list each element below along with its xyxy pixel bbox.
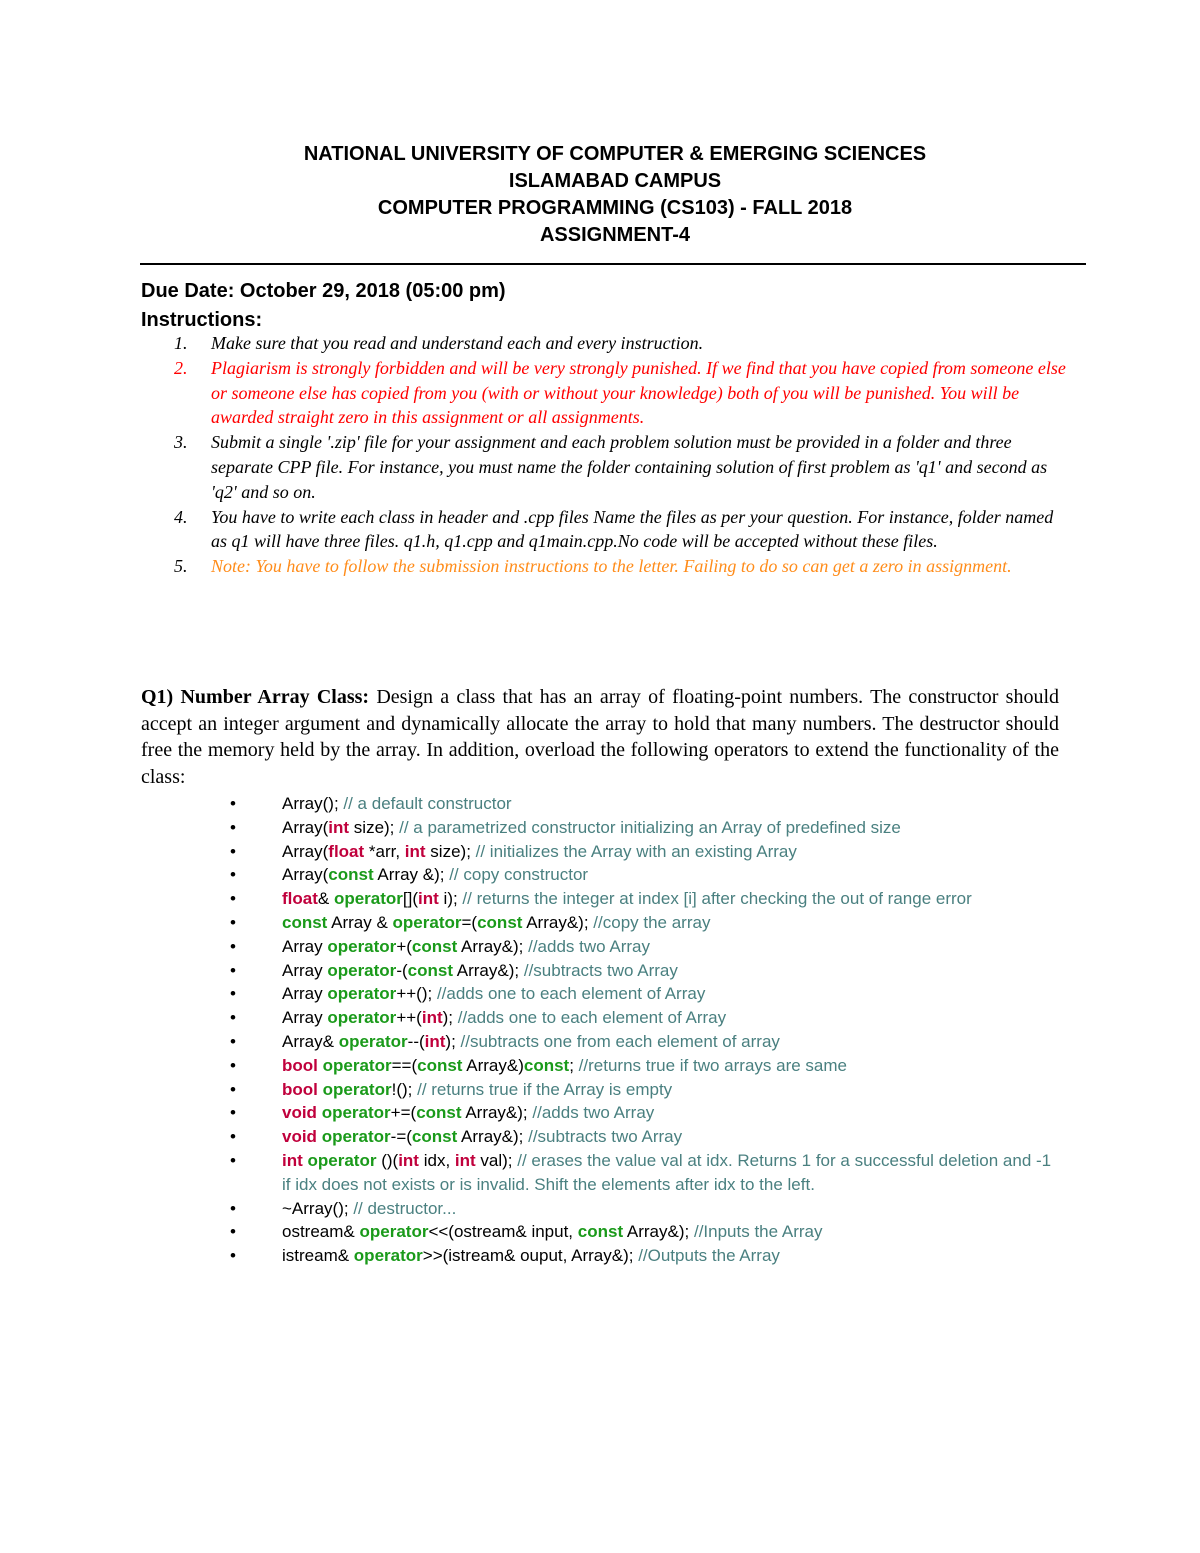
bullet-icon: • bbox=[230, 1127, 236, 1147]
code-keyword: operator bbox=[359, 1222, 429, 1242]
instruction-text: Make sure that you read and understand each and every instruction. bbox=[211, 333, 704, 353]
bullet-icon: • bbox=[230, 1198, 236, 1218]
code-text: []( bbox=[402, 889, 419, 909]
code-comment: //Inputs the Array bbox=[693, 1222, 823, 1242]
bullet-icon: • bbox=[230, 936, 236, 956]
code-keyword: int bbox=[424, 1031, 446, 1051]
code-text: Array&); bbox=[461, 1103, 533, 1123]
operator-item bbox=[230, 887, 1060, 911]
code-comment: // erases the value val at idx. Returns 1 for a successful deletion and -1 if idx does not exists or is invalid. Shift the elements after idx to the left. bbox=[282, 1150, 1052, 1194]
instruction-item bbox=[141, 430, 1071, 504]
code-comment: // returns true if the Array is empty bbox=[417, 1079, 673, 1099]
bullet-icon: • bbox=[230, 1031, 236, 1051]
code-text: ()( bbox=[376, 1150, 399, 1170]
code-keyword: operator bbox=[333, 889, 403, 909]
operator-item bbox=[230, 816, 1060, 840]
code-keyword: int bbox=[454, 1150, 476, 1170]
code-keyword: operator bbox=[327, 960, 397, 980]
code-text: ostream& bbox=[282, 1222, 360, 1242]
code-keyword: float bbox=[282, 889, 318, 909]
code-text: Array bbox=[282, 936, 328, 956]
code-text: Array bbox=[282, 960, 328, 980]
code-text: <<(ostream& input, bbox=[428, 1222, 578, 1242]
code-text: val); bbox=[475, 1150, 518, 1170]
instruction-number: 3. bbox=[174, 432, 188, 453]
code-keyword: const bbox=[407, 960, 453, 980]
course-title: COMPUTER PROGRAMMING (CS103) - FALL 2018 bbox=[377, 197, 853, 219]
code-text: size); bbox=[425, 841, 476, 861]
operator-item bbox=[230, 935, 1060, 959]
bullet-icon: • bbox=[230, 1150, 236, 1170]
code-keyword: operator bbox=[322, 1055, 392, 1075]
code-comment: //adds one to each element of Array bbox=[436, 984, 706, 1004]
code-keyword: int bbox=[421, 1008, 443, 1028]
operator-item bbox=[230, 863, 1060, 887]
bullet-icon: • bbox=[230, 794, 236, 813]
code-text: Array( bbox=[282, 865, 329, 885]
code-keyword: float bbox=[328, 841, 365, 861]
instruction-text: Note: You have to follow the submission instructions to the letter. Failing to do so can get a zero in assignment. bbox=[211, 556, 1012, 577]
instruction-text: Submit a single '.zip' file for your assignment and each problem solution must be provided in a folder and three separate CPP file. For instance, you must name the folder containing solution of first problem as 'q1' and second as 'q2' and so on. bbox=[211, 432, 1048, 502]
code-text: Array &); bbox=[373, 865, 450, 885]
code-text: ); bbox=[445, 1031, 461, 1051]
code-keyword: const bbox=[416, 1103, 462, 1123]
code-keyword: operator bbox=[392, 912, 462, 932]
question-1-text: Design a class that has an array of floating-point numbers. The constructor should accept an integer argument and dynamically allocate the array to hold that many numbers. The destructor should free the memory held by the array. In addition, overload the following operators to extend the functionality of the class: bbox=[141, 686, 1060, 788]
code-text: ); bbox=[442, 1008, 458, 1028]
code-text: >>(istream& ouput, Array&); bbox=[422, 1246, 639, 1266]
code-text: ==( bbox=[391, 1055, 418, 1075]
code-keyword: int bbox=[328, 817, 350, 837]
instruction-number: 2. bbox=[174, 357, 188, 378]
assignment-title: ASSIGNMENT-4 bbox=[539, 224, 691, 246]
code-text: Array&); bbox=[457, 1127, 529, 1147]
operator-item bbox=[230, 1101, 1060, 1125]
code-keyword: int bbox=[282, 1150, 303, 1170]
code-comment: //adds two Array bbox=[532, 1103, 655, 1123]
code-comment: //adds two Array bbox=[528, 936, 650, 956]
code-text: Array & bbox=[327, 912, 393, 932]
code-text: Array bbox=[282, 1008, 328, 1028]
code-text: -=( bbox=[390, 1127, 412, 1147]
code-keyword: void bbox=[282, 1127, 317, 1147]
header-divider bbox=[140, 263, 1086, 265]
code-text: Array bbox=[282, 984, 328, 1004]
code-comment: //returns true if two arrays are same bbox=[578, 1055, 847, 1075]
code-text: Array(); bbox=[282, 794, 344, 813]
code-text: Array&); bbox=[623, 1222, 694, 1242]
code-comment: // a parametrized constructor initializing an Array of predefined size bbox=[399, 817, 901, 837]
bullet-icon: • bbox=[230, 984, 236, 1004]
code-comment: //copy the array bbox=[593, 912, 711, 932]
bullet-icon: • bbox=[230, 1246, 236, 1266]
bullet-icon: • bbox=[230, 865, 236, 885]
operator-item bbox=[230, 840, 1060, 864]
operator-item bbox=[230, 1244, 1060, 1268]
instruction-text: You have to write each class in header and .cpp files Name the files as per your question. For instance, folder named as q1 will have three files. q1.h, q1.cpp and q1main.cpp.No code will be accepted without these files. bbox=[211, 506, 1054, 552]
code-keyword: const bbox=[523, 1055, 570, 1075]
operator-item bbox=[230, 911, 1060, 935]
code-text: --( bbox=[407, 1031, 425, 1051]
instructions-list bbox=[141, 331, 1071, 579]
code-text: Array&); bbox=[452, 960, 524, 980]
code-text: +( bbox=[396, 936, 412, 956]
code-text: ; bbox=[569, 1055, 579, 1075]
code-text: ++(); bbox=[396, 984, 437, 1004]
bullet-icon: • bbox=[230, 1079, 236, 1099]
bullet-icon: • bbox=[230, 960, 236, 980]
code-text: i); bbox=[438, 889, 463, 909]
operator-item bbox=[230, 959, 1060, 983]
university-name: NATIONAL UNIVERSITY OF COMPUTER & EMERGING SCIENCES bbox=[303, 143, 927, 165]
code-text: *arr, bbox=[364, 841, 405, 861]
question-1 bbox=[141, 684, 1059, 790]
code-text: ~Array(); bbox=[282, 1198, 354, 1218]
code-keyword: operator bbox=[327, 984, 397, 1004]
code-text: Array( bbox=[282, 841, 329, 861]
code-text: & bbox=[317, 889, 334, 909]
bullet-icon: • bbox=[230, 817, 236, 837]
operator-item bbox=[230, 982, 1060, 1006]
code-keyword: const bbox=[411, 1127, 458, 1147]
code-text: size); bbox=[349, 817, 400, 837]
instructions-heading: Instructions: bbox=[141, 309, 263, 331]
code-keyword: operator bbox=[353, 1246, 423, 1266]
code-keyword: int bbox=[398, 1150, 419, 1170]
code-text: ++( bbox=[396, 1008, 422, 1028]
code-keyword: operator bbox=[307, 1150, 377, 1170]
code-keyword: void bbox=[282, 1103, 317, 1123]
bullet-icon: • bbox=[230, 1008, 236, 1028]
operator-item bbox=[230, 1197, 1060, 1221]
code-keyword: const bbox=[477, 912, 523, 932]
code-text: Array&); bbox=[457, 936, 529, 956]
code-keyword: operator bbox=[327, 936, 397, 956]
code-keyword: const bbox=[282, 912, 328, 932]
code-comment: // copy constructor bbox=[449, 865, 589, 885]
instruction-item bbox=[141, 331, 1071, 356]
bullet-icon: • bbox=[230, 1222, 236, 1242]
code-keyword: const bbox=[577, 1222, 624, 1242]
code-keyword: operator bbox=[321, 1103, 391, 1123]
code-keyword: bool bbox=[282, 1079, 318, 1099]
due-date: Due Date: October 29, 2018 (05:00 pm) bbox=[141, 280, 506, 302]
code-keyword: const bbox=[417, 1055, 463, 1075]
bullet-icon: • bbox=[230, 1103, 236, 1123]
bullet-icon: • bbox=[230, 841, 236, 861]
code-keyword: operator bbox=[322, 1079, 392, 1099]
document-header bbox=[140, 141, 1090, 249]
code-keyword: bool bbox=[282, 1055, 318, 1075]
bullet-icon: • bbox=[230, 1055, 236, 1075]
code-keyword: const bbox=[328, 865, 374, 885]
code-keyword: const bbox=[411, 936, 458, 956]
code-comment: // destructor... bbox=[353, 1198, 457, 1218]
operator-item bbox=[230, 1149, 1060, 1197]
code-comment: // returns the integer at index [i] after checking the out of range error bbox=[462, 889, 972, 909]
code-text: !(); bbox=[391, 1079, 418, 1099]
operator-item bbox=[230, 1220, 1060, 1244]
code-keyword: operator bbox=[327, 1008, 397, 1028]
code-comment: // initializes the Array with an existing Array bbox=[475, 841, 797, 861]
instruction-text: Plagiarism is strongly forbidden and will be very strongly punished. If we find that you have copied from someone else or someone else has copied from you (with or without your knowledge) both of you will be punished. You will be awarded straight zero in this assignment or all assignments. bbox=[211, 357, 1066, 428]
code-text: +=( bbox=[390, 1103, 417, 1123]
operator-item bbox=[230, 1125, 1060, 1149]
code-text: -( bbox=[396, 960, 408, 980]
operator-item bbox=[230, 1006, 1060, 1030]
code-keyword: int bbox=[418, 889, 439, 909]
operator-item bbox=[230, 1030, 1060, 1054]
code-text: Array( bbox=[282, 817, 329, 837]
code-text: idx, bbox=[418, 1150, 455, 1170]
code-text: istream& bbox=[282, 1246, 354, 1266]
instruction-number: 4. bbox=[174, 506, 188, 527]
question-1-title: Q1) Number Array Class: bbox=[141, 686, 370, 708]
operators-list bbox=[230, 792, 1060, 1268]
campus-name: ISLAMABAD CAMPUS bbox=[508, 170, 722, 192]
instruction-number: 1. bbox=[174, 333, 188, 353]
code-text: =( bbox=[461, 912, 478, 932]
code-keyword: operator bbox=[338, 1031, 408, 1051]
instruction-item bbox=[141, 505, 1071, 555]
code-keyword: int bbox=[404, 841, 426, 861]
code-comment: //subtracts one from each element of array bbox=[460, 1031, 780, 1051]
bullet-icon: • bbox=[230, 889, 236, 909]
operator-item bbox=[230, 1054, 1060, 1078]
code-keyword: operator bbox=[321, 1127, 391, 1147]
code-text: Array& bbox=[282, 1031, 339, 1051]
code-comment: //adds one to each element of Array bbox=[457, 1008, 727, 1028]
operator-item bbox=[230, 792, 1060, 816]
code-text: Array&); bbox=[522, 912, 594, 932]
code-text: Array&) bbox=[462, 1055, 524, 1075]
instruction-item bbox=[141, 356, 1071, 430]
instruction-number: 5. bbox=[174, 556, 188, 577]
code-comment: // a default constructor bbox=[343, 794, 512, 813]
bullet-icon: • bbox=[230, 912, 236, 932]
code-comment: //Outputs the Array bbox=[638, 1246, 780, 1266]
instruction-item bbox=[141, 554, 1071, 579]
code-comment: //subtracts two Array bbox=[523, 960, 678, 980]
code-comment: //subtracts two Array bbox=[528, 1127, 683, 1147]
operator-item bbox=[230, 1078, 1060, 1102]
